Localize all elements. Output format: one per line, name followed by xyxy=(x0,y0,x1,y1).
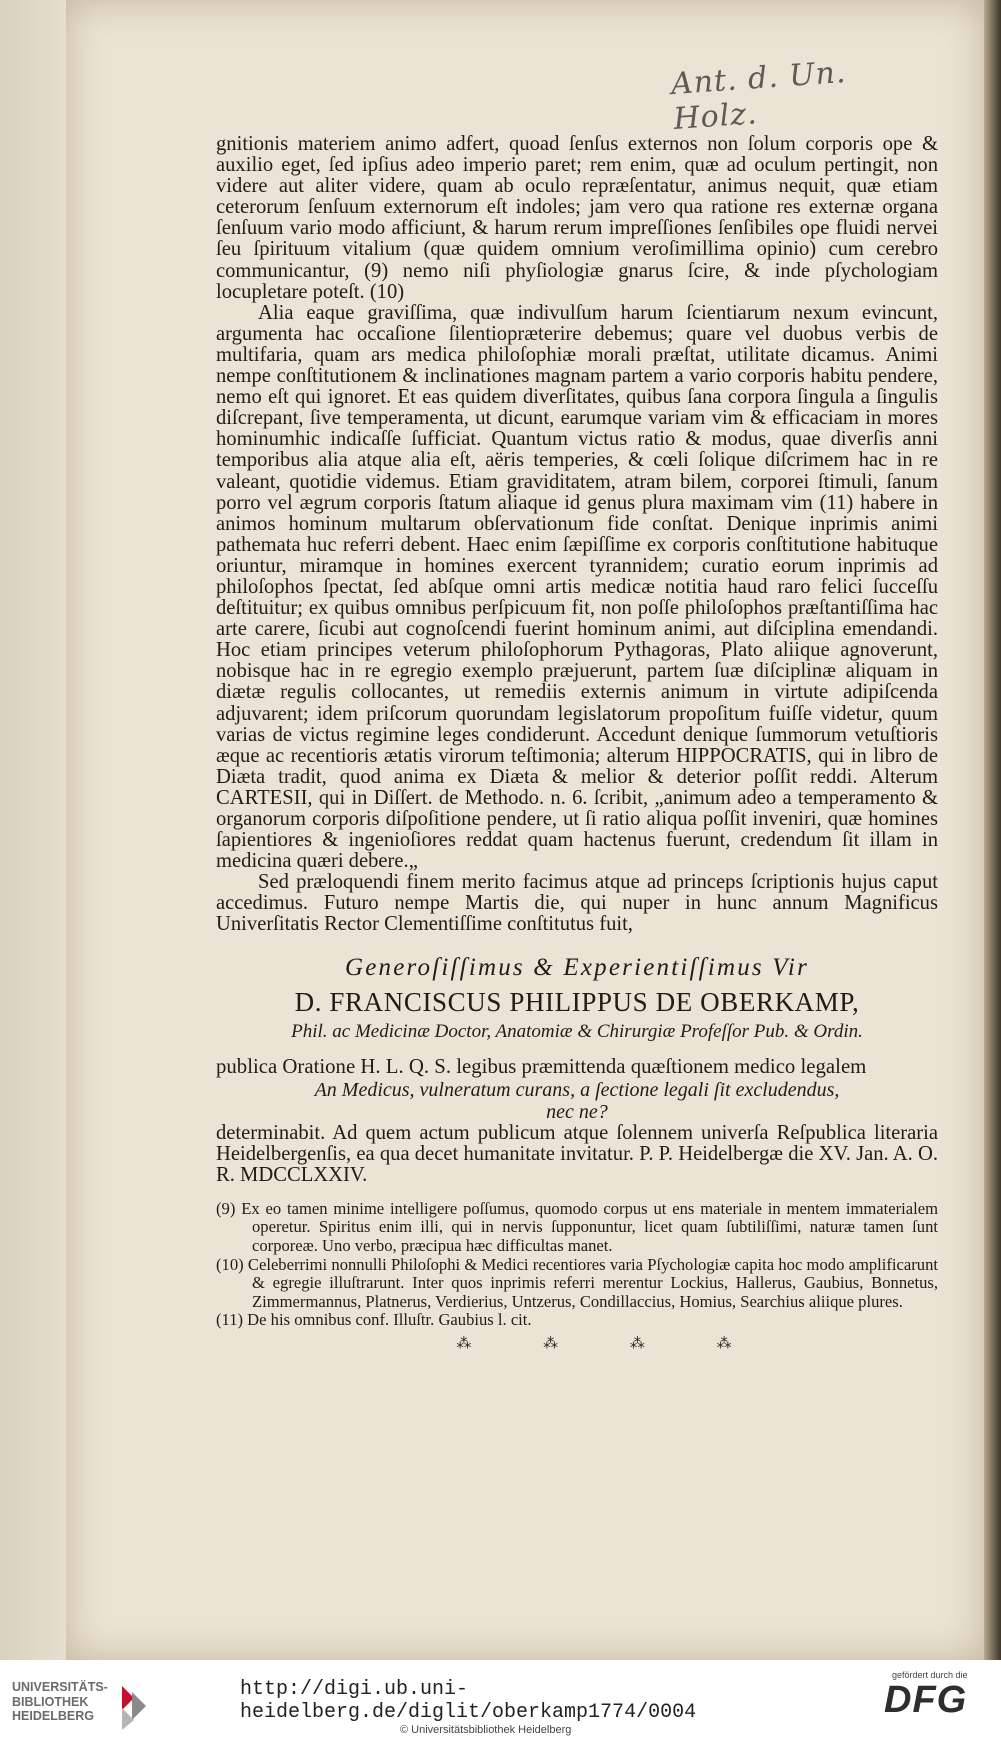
ub-logo-icon xyxy=(116,1682,150,1730)
body-text xyxy=(216,134,938,1355)
asterism: ⁂ xyxy=(716,1336,738,1352)
library-line: UNIVERSITÄTS- xyxy=(12,1680,108,1694)
viewer-footer xyxy=(0,1660,1001,1747)
asterism-ornament xyxy=(256,1334,938,1355)
asterism: ⁂ xyxy=(629,1336,651,1352)
dfg-wordmark: DFG xyxy=(884,1679,968,1721)
professor-title: Phil. ac Medicinæ Doctor, Anatomiæ & Chirurgiæ Profeſſor Pub. & Ordin. xyxy=(291,1020,863,1042)
oration-line: publica Oratione H. L. Q. S. legibus præmittenda quæſtionem medico legalem xyxy=(216,1054,867,1078)
footnote: (11) De his omnibus conf. Illuſtr. Gaubius l. cit. xyxy=(216,1310,532,1330)
dfg-logo[interactable] xyxy=(884,1670,994,1740)
copyright-notice: © Universitätsbibliothek Heidelberg xyxy=(400,1724,572,1736)
honorific-line: Generoſiſſimus & Experientiſſimus Vir xyxy=(345,953,809,981)
ub-heidelberg-logo[interactable] xyxy=(12,1680,162,1732)
professor-name: D. FRANCISCUS PHILIPPUS DE OBERKAMP, xyxy=(294,986,860,1017)
asterism: ⁂ xyxy=(456,1336,478,1352)
footnote: (9) Ex eo tamen minime intelligere poſſumus, quomodo corpus ut ens materiale in mentem immaterialem operetur. Spiritus enim illi, qui in nervis ſupponuntur, licet quam ſubtiliſſimi, naturæ tamen ſunt corporeæ. Uno verbo, præcipua hæc difficultas manet. xyxy=(216,1198,938,1256)
paragraph: Alia eaque graviſſima, quæ indivulſum harum ſcientiarum nexum evincunt, argumenta hac occaſione ſilentiopræterire debemus; quare vel duobus verbis de multifaria, quam ars medica philoſophiæ morali præſtat, utilitate dicamus. Animi nempe conſtitutionem & inclinationes magnam partem a vario corporis habitu pendere, nemo eſt qui ignoret. Et eas quidem diverſitates, quibus ſana corpora ſingula a ſingulis diſcrepant, ſive temperamenta, ut dicunt, earumque variam vim & efficaciam in mores hominumhic indicaſſe ſufficiat. Quantum victus ratio & modus, quae diverſis anni temporibus alia atque alia eſt, aëris temperies, & cœli ſolique diſcrimem hac in re valeant, quotidie videmus. Etiam graviditatem, atram bilem, corporei ſtimuli, ſanum porro vel ægrum corporis ſtatum aliaque id genus plura maximam vim (11) habere in animos hominum multarum obſervationum fide conſtat. Denique inprimis animi pathemata huc referri debent. Haec enim ſæpiſſime ex corporis conſtitutione habituque oriuntur, miramque in homines exercent tyrannidem; curatio eorum inprimis ad philoſophos ſpectat, ſed abſque omni artis medicæ notitia haud raro felici ſucceſſu deſtituitur; ex quibus omnibus perſpicuum fit, non poſſe philoſophos præſtantiſſima hac arte carere, ſicubi aut cognoſcendi fuerint hominum animi, aut diſciplina emendandi. Hoc etiam principes veterum philoſophorum Pythagoras, Plato aliique agnoverunt, nobisque hac in re egregio exemplo præjuerunt, partem ſuæ diſciplinæ aliquam in diætæ regulis collocantes, ut remediis externis animum in virtute adipiſcenda adjuvarent; idem priſcorum quorundam legislatorum propoſitum fuiſſe videtur, quum varias de victus regimine leges condiderunt. Accedunt denique ſummorum vetuſtioris æque ac recentioris ætatis virorum teſtimonia; alterum HIPPOCRATIS, qui in libro de Diæta tradit, quod anima ex Diæta & melior & deterior poſſit reddi. Alterum CARTESII, qui in Diſſert. de Methodo. n. 6. ſcribit, „animum adeo a temperamento & organorum corporis diſpoſitione pendere, ut ſi ratio aliqua poſſit inveniri, quæ homines ſapientiores & ingenioſiores reddat quam hactenus fuerunt, credendum ſit illam in medicina quæri debere.„ xyxy=(216,301,938,873)
paragraph: gnitionis materiem animo adfert, quoad ſenſus externos non ſolum corporis ope & auxilio eget, ſed ipſius adeo imperio paret; rem enim, quæ ad oculum pertingit, non videre aut aliter videre, quam ab oculo repræſentatur, animus nequit, quæ etiam ceterorum ſenſuum externorum eſt indoles; jam vero qua ratione res externæ organa ſenſuum vario modo afficiunt, & harum rerum impreſſiones ſenſibiles ope fluidi nervei ſeu ſpirituum vitalium (quæ quidem omnium veroſimillima opinio) cum cerebro communicantur, (9) nemo niſi phyſiologiæ gnarus ſcire, & inde pſychologiam locupletare poteſt. (10) xyxy=(216,133,938,303)
asterism: ⁂ xyxy=(543,1336,565,1352)
paragraph: Sed præloquendi finem merito facimus atque ad princeps ſcriptionis hujus caput accedimus. Futuro nempe Martis die, qui nuper in hunc annum Magnificus Univerſitatis Rector Clementiſſime conſtitutus fuit, xyxy=(216,871,938,936)
library-line: BIBLIOTHEK xyxy=(12,1694,89,1709)
footnotes xyxy=(216,1200,938,1330)
book-spine xyxy=(984,0,1001,1660)
library-name xyxy=(12,1680,108,1724)
question-line: An Medicus, vulneratum curans, a ſectione legali ſit excludendus, xyxy=(314,1078,840,1101)
footnote: (10) Celeberrimi nonnulli Philoſophi & Medici recentiores varia Pſychologiæ capita hoc modo amplificarunt & egregie illuſtrarunt. Inter quos inprimis referri merentur Lockius, Hallerus, Gaubius, Bonnetus, Zimmermannus, Platnerus, Verdierius, Untzerus, Condillaccius, Homius, Searchius aliique plures. xyxy=(216,1254,938,1311)
handwritten-annotation: Ant. d. Un. Holz. xyxy=(669,54,848,137)
funded-by-text: gefördert durch die xyxy=(892,1670,968,1680)
question-line-end: nec ne? xyxy=(546,1100,608,1123)
invitation-paragraph: determinabit. Ad quem actum publicum atque ſolennem univerſa Reſpublica literaria Heidelbergenſis, ea qua decet humanitate invitatur. P. P. Heidelbergæ die XV. Jan. A. O. R. MDCCLXXIV. xyxy=(216,1121,938,1186)
page-edge-left xyxy=(0,0,66,1660)
permalink-url[interactable]: http://digi.ub.uni-heidelberg.de/diglit/oberkamp1774/0004 xyxy=(240,1678,697,1724)
library-line: HEIDELBERG xyxy=(12,1709,94,1723)
